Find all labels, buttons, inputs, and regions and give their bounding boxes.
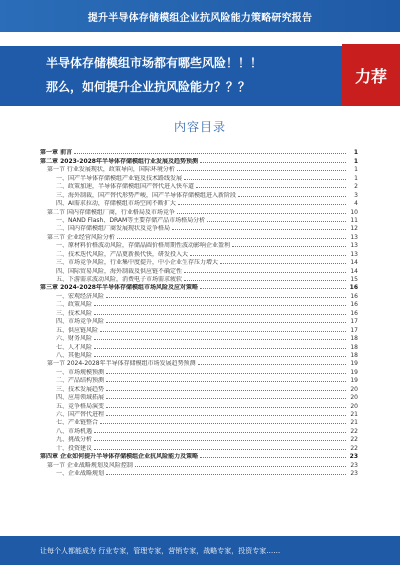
toc-entry-page: 19 xyxy=(350,360,358,368)
toc-entry-title: 七、产业链整合 xyxy=(56,419,99,427)
toc-leader-dots xyxy=(100,423,346,424)
toc-entry-page: 10 xyxy=(350,208,358,216)
toc-entry-title: 二、政策加速，半导体存储模组国产替代进入快车道 xyxy=(56,183,195,191)
toc-entry[interactable] xyxy=(40,443,358,451)
recommend-badge: 力荐 xyxy=(342,44,400,106)
toc-entry-title: 一、宏观经济风险 xyxy=(56,292,105,300)
toc-entry-title: 二、产品结构预测 xyxy=(56,377,105,385)
toc-leader-dots xyxy=(100,331,346,332)
toc-entry-title: 第二章 2023-2028年半导体存储模组行业发展及趋势预测 xyxy=(40,157,198,165)
toc-entry-title: 五、竞争格局演变 xyxy=(56,402,105,410)
toc-entry-title: 一、NAND Flash、DRAM等主要存储产品市场格局分析 xyxy=(56,216,206,224)
toc-entry-title: 四、AI需求拉动，存储模组市场空间不断扩大 xyxy=(56,200,176,208)
toc-entry-page: 20 xyxy=(350,402,358,410)
toc-entry-title: 第一章 前言 xyxy=(40,149,73,157)
table-of-contents xyxy=(40,148,358,477)
toc-leader-dots xyxy=(74,153,346,154)
toc-leader-dots xyxy=(178,204,346,205)
toc-entry-page: 22 xyxy=(350,436,358,444)
toc-entry-page: 14 xyxy=(350,267,358,275)
toc-entry-title: 第一节 企业战略规划及风险控制 xyxy=(47,461,133,469)
toc-entry-title: 三、海外制裁，国产替代形势严峻，国产半导体存储模组进入新阶段 xyxy=(56,191,237,199)
toc-entry-page: 16 xyxy=(350,292,358,300)
toc-entry[interactable] xyxy=(40,342,358,350)
toc-entry[interactable] xyxy=(40,275,358,283)
footer-slogan: 让每个人都能成为 行业专家，管理专家，营销专家，战略专家，投资专家…… xyxy=(40,546,281,555)
toc-entry[interactable] xyxy=(40,216,358,224)
toc-leader-dots xyxy=(106,373,346,374)
toc-entry-page: 17 xyxy=(350,326,358,334)
toc-entry[interactable] xyxy=(40,266,358,274)
toc-leader-dots xyxy=(207,221,346,222)
toc-entry-title: 二、政策风险 xyxy=(56,301,93,309)
toc-entry-page: 16 xyxy=(350,301,358,309)
footer-bar xyxy=(0,536,400,565)
toc-entry-page: 15 xyxy=(350,276,358,283)
toc-entry-title: 一、国产半导体存储模组产业链及技术路线发展 xyxy=(56,174,183,182)
toc-entry[interactable] xyxy=(40,410,358,418)
toc-entry-title: 第三章 2024-2028年半导体存储模组市场风险及应对策略 xyxy=(40,284,198,292)
toc-leader-dots xyxy=(238,196,346,197)
toc-leader-dots xyxy=(106,297,346,298)
toc-entry[interactable] xyxy=(40,182,358,190)
toc-entry-title: 一、市场规模预测 xyxy=(56,368,105,376)
toc-leader-dots xyxy=(94,449,346,450)
toc-entry-title: 八、其他风险 xyxy=(56,351,93,359)
toc-leader-dots xyxy=(106,474,346,475)
toc-entry-title: 八、市场机遇 xyxy=(56,427,93,435)
toc-entry[interactable] xyxy=(40,376,358,384)
toc-entry-page: 21 xyxy=(350,411,358,418)
toc-entry-title: 三、技术发展趋势 xyxy=(56,385,105,393)
toc-entry[interactable] xyxy=(40,359,358,367)
toc-entry[interactable] xyxy=(40,190,358,198)
toc-leader-dots xyxy=(177,170,346,171)
toc-entry[interactable] xyxy=(40,283,358,291)
toc-entry[interactable] xyxy=(40,426,358,434)
toc-entry[interactable] xyxy=(40,351,358,359)
toc-entry[interactable] xyxy=(40,469,358,477)
toc-leader-dots xyxy=(106,322,346,323)
toc-leader-dots xyxy=(94,348,346,349)
report-title: 提升半导体存储模组企业抗风险能力策略研究报告 xyxy=(87,12,313,24)
toc-entry-page: 14 xyxy=(350,259,358,267)
toc-entry-title: 七、人才风险 xyxy=(56,343,93,351)
toc-entry[interactable] xyxy=(40,232,358,240)
toc-entry-title: 一、企业战略规划 xyxy=(56,470,105,478)
toc-leader-dots xyxy=(196,187,346,188)
toc-entry[interactable] xyxy=(40,258,358,266)
toc-entry-title: 三、技术风险 xyxy=(56,309,93,317)
toc-entry[interactable] xyxy=(40,384,358,392)
toc-entry[interactable] xyxy=(40,148,358,156)
toc-entry-title: 四、应用领域拓展 xyxy=(56,394,105,402)
toc-leader-dots xyxy=(106,398,346,399)
toc-entry[interactable] xyxy=(40,460,358,468)
toc-entry-page: 20 xyxy=(350,385,358,393)
toc-entry-page: 1 xyxy=(353,157,358,165)
toc-leader-dots xyxy=(106,381,346,382)
toc-entry-title: 十、投资建议 xyxy=(56,444,93,452)
toc-leader-dots xyxy=(200,162,346,163)
toc-leader-dots xyxy=(232,246,346,247)
toc-leader-dots xyxy=(106,407,346,408)
toc-leader-dots xyxy=(198,364,346,365)
toc-entry-title: 二、技术迭代风险，产品更新换代快，研发投入大 xyxy=(56,250,189,258)
toc-leader-dots xyxy=(94,314,346,315)
toc-entry-page: 16 xyxy=(350,309,358,317)
toc-entry-page: 21 xyxy=(350,419,358,427)
toc-leader-dots xyxy=(184,179,346,180)
toc-entry-page: 12 xyxy=(350,225,358,233)
toc-entry[interactable] xyxy=(40,401,358,409)
toc-entry-page: 13 xyxy=(350,250,358,258)
toc-entry[interactable] xyxy=(40,199,358,207)
toc-entry-page: 11 xyxy=(350,216,358,224)
toc-entry-title: 四、国际贸易风险，海外制裁及供应链不确定性 xyxy=(56,267,183,275)
toc-title: 内容目录 xyxy=(173,120,226,134)
toc-entry-title: 五、供应链风险 xyxy=(56,326,99,334)
headline-banner xyxy=(0,46,400,106)
toc-leader-dots xyxy=(200,457,346,458)
toc-leader-dots xyxy=(117,238,346,239)
headline-line-2: 那么，如何提升企业抗风险能力？？？ xyxy=(46,80,251,94)
toc-entry-page: 23 xyxy=(350,470,358,478)
toc-entry-page: 2 xyxy=(354,183,358,191)
toc-entry-page: 20 xyxy=(350,394,358,402)
toc-entry-title: 四、市场竞争风险 xyxy=(56,318,105,326)
toc-entry[interactable] xyxy=(40,241,358,249)
toc-leader-dots xyxy=(106,415,346,416)
toc-entry-page: 3 xyxy=(354,191,358,199)
toc-leader-dots xyxy=(200,288,346,289)
toc-entry-title: 一、原材料价格波动风险，存储晶圆价格周期性波动影响企业盈利 xyxy=(56,242,231,250)
toc-leader-dots xyxy=(94,356,346,357)
toc-entry-page: 17 xyxy=(350,318,358,326)
toc-entry-title: 三、市场竞争风险，行业集中度提升，中小企业生存压力增大 xyxy=(56,259,219,267)
toc-entry-page: 13 xyxy=(350,233,358,241)
toc-leader-dots xyxy=(94,339,346,340)
toc-entry-page: 1 xyxy=(354,166,358,174)
toc-entry-title: 第一节 行业发展现状，政策导向，国际环境分析 xyxy=(47,166,175,174)
toc-leader-dots xyxy=(135,466,346,467)
toc-entry-page: 18 xyxy=(350,343,358,351)
toc-entry[interactable] xyxy=(40,291,358,299)
toc-entry-page: 1 xyxy=(353,149,358,157)
toc-entry[interactable] xyxy=(40,308,358,316)
toc-entry-title: 五、下游需求波动风险，消费电子市场需求疲软 xyxy=(56,276,183,283)
toc-leader-dots xyxy=(94,440,346,441)
toc-entry-page: 23 xyxy=(350,461,358,469)
toc-entry[interactable] xyxy=(40,300,358,308)
toc-entry-page: 1 xyxy=(354,174,358,182)
toc-entry[interactable] xyxy=(40,367,358,375)
toc-leader-dots xyxy=(190,255,346,256)
toc-entry[interactable] xyxy=(40,317,358,325)
toc-leader-dots xyxy=(172,229,346,230)
toc-entry[interactable] xyxy=(40,393,358,401)
toc-entry[interactable] xyxy=(40,435,358,443)
toc-entry-page: 19 xyxy=(350,377,358,385)
toc-entry-page: 22 xyxy=(350,444,358,452)
toc-entry[interactable] xyxy=(40,334,358,342)
toc-entry-page: 13 xyxy=(350,242,358,250)
headline-line-1: 半导体存储模组市场都有哪些风险！！！ xyxy=(46,56,263,70)
toc-entry-page: 18 xyxy=(350,335,358,343)
toc-leader-dots xyxy=(177,213,346,214)
toc-entry-page: 18 xyxy=(350,351,358,359)
toc-entry-title: 九、挑战分析 xyxy=(56,436,93,444)
toc-entry-page: 19 xyxy=(350,368,358,376)
toc-entry-page: 16 xyxy=(349,284,358,292)
toc-entry-title: 六、国产替代进程 xyxy=(56,411,105,418)
toc-entry[interactable] xyxy=(40,165,358,173)
toc-entry-title: 第三节 企业经营风险分析 xyxy=(47,233,115,241)
toc-entry-title: 二、国内存储模组厂商发展现状及竞争格局 xyxy=(56,225,171,233)
toc-entry[interactable] xyxy=(40,249,358,257)
toc-entry[interactable] xyxy=(40,224,358,232)
toc-entry[interactable] xyxy=(40,156,358,164)
toc-entry-title: 第一节 2024-2028年半导体存储模组市场发展趋势预测 xyxy=(47,360,196,368)
toc-leader-dots xyxy=(94,432,346,433)
toc-entry-title: 六、财务风险 xyxy=(56,335,93,343)
toc-entry[interactable] xyxy=(40,418,358,426)
toc-leader-dots xyxy=(106,390,346,391)
toc-entry-page: 23 xyxy=(349,453,358,461)
toc-leader-dots xyxy=(94,305,346,306)
toc-entry[interactable] xyxy=(40,207,358,215)
toc-entry[interactable] xyxy=(40,173,358,181)
toc-leader-dots xyxy=(184,280,346,281)
toc-leader-dots xyxy=(184,272,346,273)
toc-entry-page: 22 xyxy=(350,427,358,435)
toc-entry-title: 第二节 国内存储模组厂商，行业格局及市场竞争 xyxy=(47,208,175,216)
report-header xyxy=(0,0,400,32)
toc-leader-dots xyxy=(220,263,346,264)
toc-entry[interactable] xyxy=(40,325,358,333)
toc-entry-page: 4 xyxy=(354,200,358,208)
toc-entry[interactable] xyxy=(40,452,358,460)
toc-entry-title: 第四章 企业如何提升半导体存储模组企业抗风险能力及策略 xyxy=(40,453,199,461)
